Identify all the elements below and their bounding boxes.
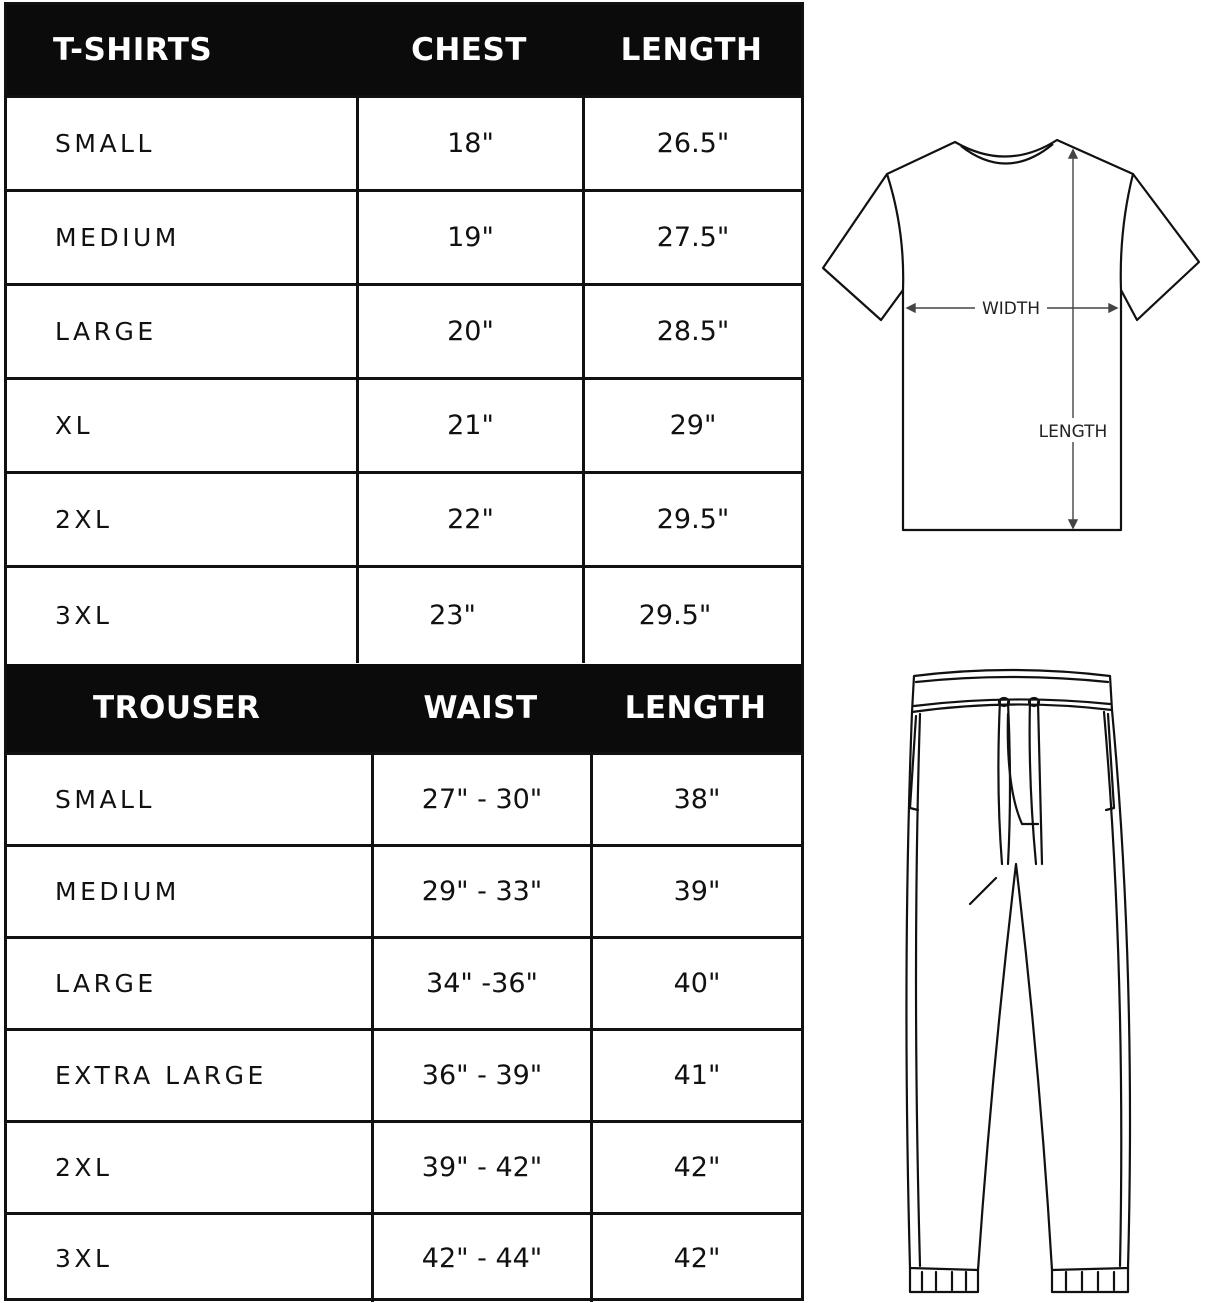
tshirt-table-header — [7, 5, 801, 95]
length-value: 42" — [590, 1123, 801, 1212]
size-label: LARGE — [55, 969, 157, 998]
header-chest: CHEST — [411, 32, 527, 68]
length-value: 41" — [590, 1031, 801, 1120]
size-label: SMALL — [55, 129, 155, 158]
length-value: 28.5" — [582, 286, 801, 377]
chest-value-text: 23" — [429, 600, 476, 631]
length-value: 40" — [590, 939, 801, 1028]
tshirt-diagram — [815, 130, 1205, 540]
waist-value: 39" - 42" — [371, 1123, 590, 1212]
chest-value: 18" — [356, 98, 582, 189]
size-label: XL — [55, 411, 94, 440]
length-value — [582, 568, 801, 663]
length-value: 29.5" — [582, 474, 801, 565]
header-trouser: TROUSER — [93, 690, 261, 726]
trouser-size-table — [4, 664, 804, 1301]
size-label: MEDIUM — [55, 223, 180, 252]
length-value: 38" — [590, 755, 801, 844]
header-length: LENGTH — [620, 32, 763, 68]
length-value: 39" — [590, 847, 801, 936]
header-waist: WAIST — [423, 690, 538, 726]
waist-value: 42" - 44" — [371, 1215, 590, 1302]
size-label: 3XL — [55, 601, 113, 630]
length-value: 26.5" — [582, 98, 801, 189]
length-value: 29" — [582, 380, 801, 471]
waist-value: 29" - 33" — [371, 847, 590, 936]
waist-value: 34" -36" — [371, 939, 590, 1028]
trouser-outline-icon — [880, 668, 1180, 1298]
length-value: 27.5" — [582, 192, 801, 283]
size-label: MEDIUM — [55, 877, 180, 906]
table-row — [7, 565, 801, 663]
length-value-text: 29.5" — [638, 600, 712, 631]
chest-value: 20" — [356, 286, 582, 377]
table-row — [7, 1120, 801, 1212]
table-row — [7, 752, 801, 844]
tshirt-outline-icon — [815, 130, 1205, 540]
length-value: 42" — [590, 1215, 801, 1302]
size-label: 2XL — [55, 1153, 113, 1182]
table-row — [7, 936, 801, 1028]
trouser-diagram — [880, 668, 1180, 1298]
table-row — [7, 471, 801, 565]
header-tshirts: T-SHIRTS — [53, 32, 213, 68]
table-row — [7, 377, 801, 471]
size-label: EXTRA LARGE — [55, 1061, 267, 1090]
size-label: 3XL — [55, 1244, 113, 1273]
size-label: LARGE — [55, 317, 157, 346]
size-label: 2XL — [55, 505, 113, 534]
length-label: LENGTH — [1038, 422, 1108, 442]
table-row — [7, 1212, 801, 1302]
table-row — [7, 844, 801, 936]
trouser-table-header — [7, 664, 801, 752]
table-row — [7, 283, 801, 377]
chest-value: 21" — [356, 380, 582, 471]
tshirt-size-table — [4, 2, 804, 664]
size-label: SMALL — [55, 785, 155, 814]
waist-value: 36" - 39" — [371, 1031, 590, 1120]
header-length: LENGTH — [624, 690, 767, 726]
table-row — [7, 189, 801, 283]
waist-value: 27" - 30" — [371, 755, 590, 844]
chest-value: 19" — [356, 192, 582, 283]
chest-value: 22" — [356, 474, 582, 565]
table-row — [7, 95, 801, 189]
width-label: WIDTH — [981, 299, 1041, 319]
chest-value — [356, 568, 582, 663]
table-row — [7, 1028, 801, 1120]
